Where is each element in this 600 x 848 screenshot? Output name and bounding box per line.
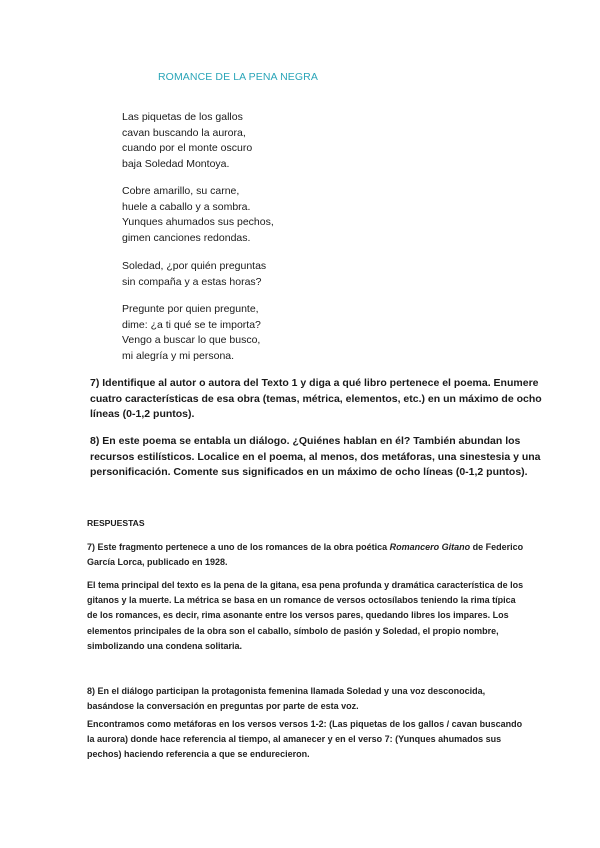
poem-verse: sin compaña y a estas horas?: [122, 275, 262, 288]
answer-8-paragraph-2: Encontramos como metáforas en los versos versos 1-2: (Las piquetas de los gallos / cavan buscando la aurora) donde hace referencia al tiempo, al amanecer y en el verso 7: (Yunques ahumados sus pechos) haciendo referencia a que se endurecieron.: [87, 719, 523, 760]
poem-verse: Soledad, ¿por quién preguntas: [122, 260, 267, 272]
poem-verse: mi alegría y mi persona.: [122, 349, 235, 362]
poem-verse: Vengo a buscar lo que busco,: [122, 334, 261, 347]
answer-7-paragraph-1: [87, 540, 527, 570]
answer-7-intro: 7) Este fragmento pertenece a uno de los romances de la obra poética: [87, 542, 390, 552]
poem-stanza-1: [122, 110, 252, 172]
question-8: [76, 434, 546, 481]
poem-verse: dime: ¿a ti qué se te importa?: [122, 318, 261, 331]
book-title: Romancero Gitano: [389, 542, 471, 552]
poem-verse: cavan buscando la aurora,: [122, 126, 246, 139]
poem-verse: baja Soledad Montoya.: [122, 157, 230, 170]
answer-8-paragraph-1: 8) En el diálogo participan la protagonista femenina llamada Soledad y una voz desconocida, basándose la conversación en preguntas por parte de esta voz.: [87, 686, 486, 712]
question-7: [76, 376, 546, 423]
question-7-text: 7) Identifique al autor o autora del Texto 1 y diga a qué libro pertenece el poema. Enumere cuatro características de esa obra (temas, métrica, elementos, etc.) en un máximo de ocho líneas (0-1,2 puntos).: [90, 377, 542, 421]
poem-verse: gimen canciones redondas.: [122, 231, 251, 244]
poem-stanza-2: [122, 184, 274, 246]
question-8-text: 8) En este poema se entabla un diálogo. ¿Quiénes hablan en él? También abundan los recursos estilísticos. Localice en el poema, al menos, dos metáforas, una sinestesia y una personificación. Comente sus significados en un máximo de ocho líneas (0-1,2 puntos).: [90, 435, 541, 479]
poem-stanza-4: [122, 302, 261, 364]
poem-stanza-3: [122, 259, 266, 290]
poem-verse: Las piquetas de los gallos: [122, 111, 243, 123]
answers-heading: RESPUESTAS: [87, 518, 145, 528]
poem-verse: Cobre amarillo, su carne,: [122, 185, 240, 197]
poem-verse: cuando por el monte oscuro: [122, 142, 253, 155]
poem-title: ROMANCE DE LA PENA NEGRA: [158, 71, 318, 83]
poem-verse: Pregunte por quien pregunte,: [122, 303, 259, 315]
poem-verse: Yunques ahumados sus pechos,: [122, 216, 274, 229]
poem-verse: huele a caballo y a sombra.: [122, 200, 251, 213]
answer-7-author: de Federico García Lorca, publicado en 1928.: [87, 542, 524, 568]
answer-7-paragraph-2: El tema principal del texto es la pena de la gitana, esa pena profunda y dramática característica de los gitanos y la muerte. La métrica se basa en un romance de versos octosílabos teniendo la rima típica de los romances, es decir, rima asonante entre los versos pares, quedando libres los impares. Los elementos principales de la obra son el caballo, símbolo de pasión y Soledad, el propio nombre, simbolizando una condena solitaria.: [87, 580, 524, 651]
